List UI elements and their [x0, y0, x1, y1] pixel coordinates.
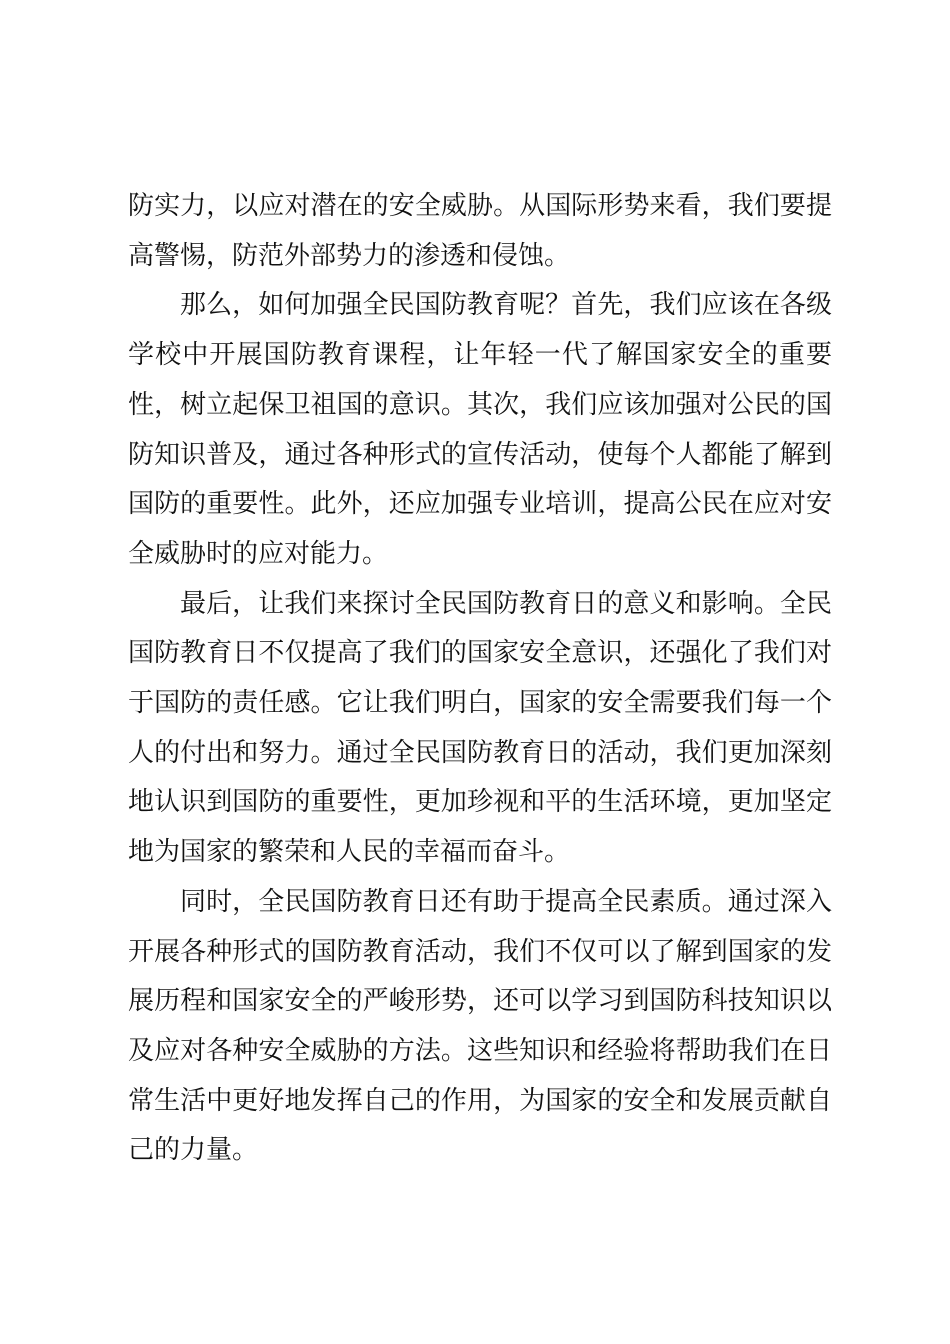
paragraph-2: 那么，如何加强全民国防教育呢？首先，我们应该在各级学校中开展国防教育课程，让年轻一代了解国家安全的重要性，树立起保卫祖国的意识。其次，我们应该加强对公民的国防知识普及，通过各种形式的宣传活动，使每个人都能了解到国防的重要性。此外，还应加强专业培训，提高公民在应对安全威胁时的应对能力。 — [128, 290, 832, 569]
paragraph-1: 防实力，以应对潜在的安全威胁。从国际形势来看，我们要提高警惕，防范外部势力的渗透和侵蚀。 — [128, 191, 832, 271]
paragraph-4: 同时，全民国防教育日还有助于提高全民素质。通过深入开展各种形式的国防教育活动，我们不仅可以了解到国家的发展历程和国家安全的严峻形势，还可以学习到国防科技知识以及应对各种安全威胁的方法。这些知识和经验将帮助我们在日常生活中更好地发挥自己的作用，为国家的安全和发展贡献自己的力量。 — [128, 886, 832, 1166]
paragraph-3: 最后，让我们来探讨全民国防教育日的意义和影响。全民国防教育日不仅提高了我们的国家安全意识，还强化了我们对于国防的责任感。它让我们明白，国家的安全需要我们每一个人的付出和努力。通过全民国防教育日的活动，我们更加深刻地认识到国防的重要性，更加珍视和平的生活环境，更加坚定地为国家的繁荣和人民的幸福而奋斗。 — [128, 588, 832, 868]
document-body — [128, 182, 832, 1176]
